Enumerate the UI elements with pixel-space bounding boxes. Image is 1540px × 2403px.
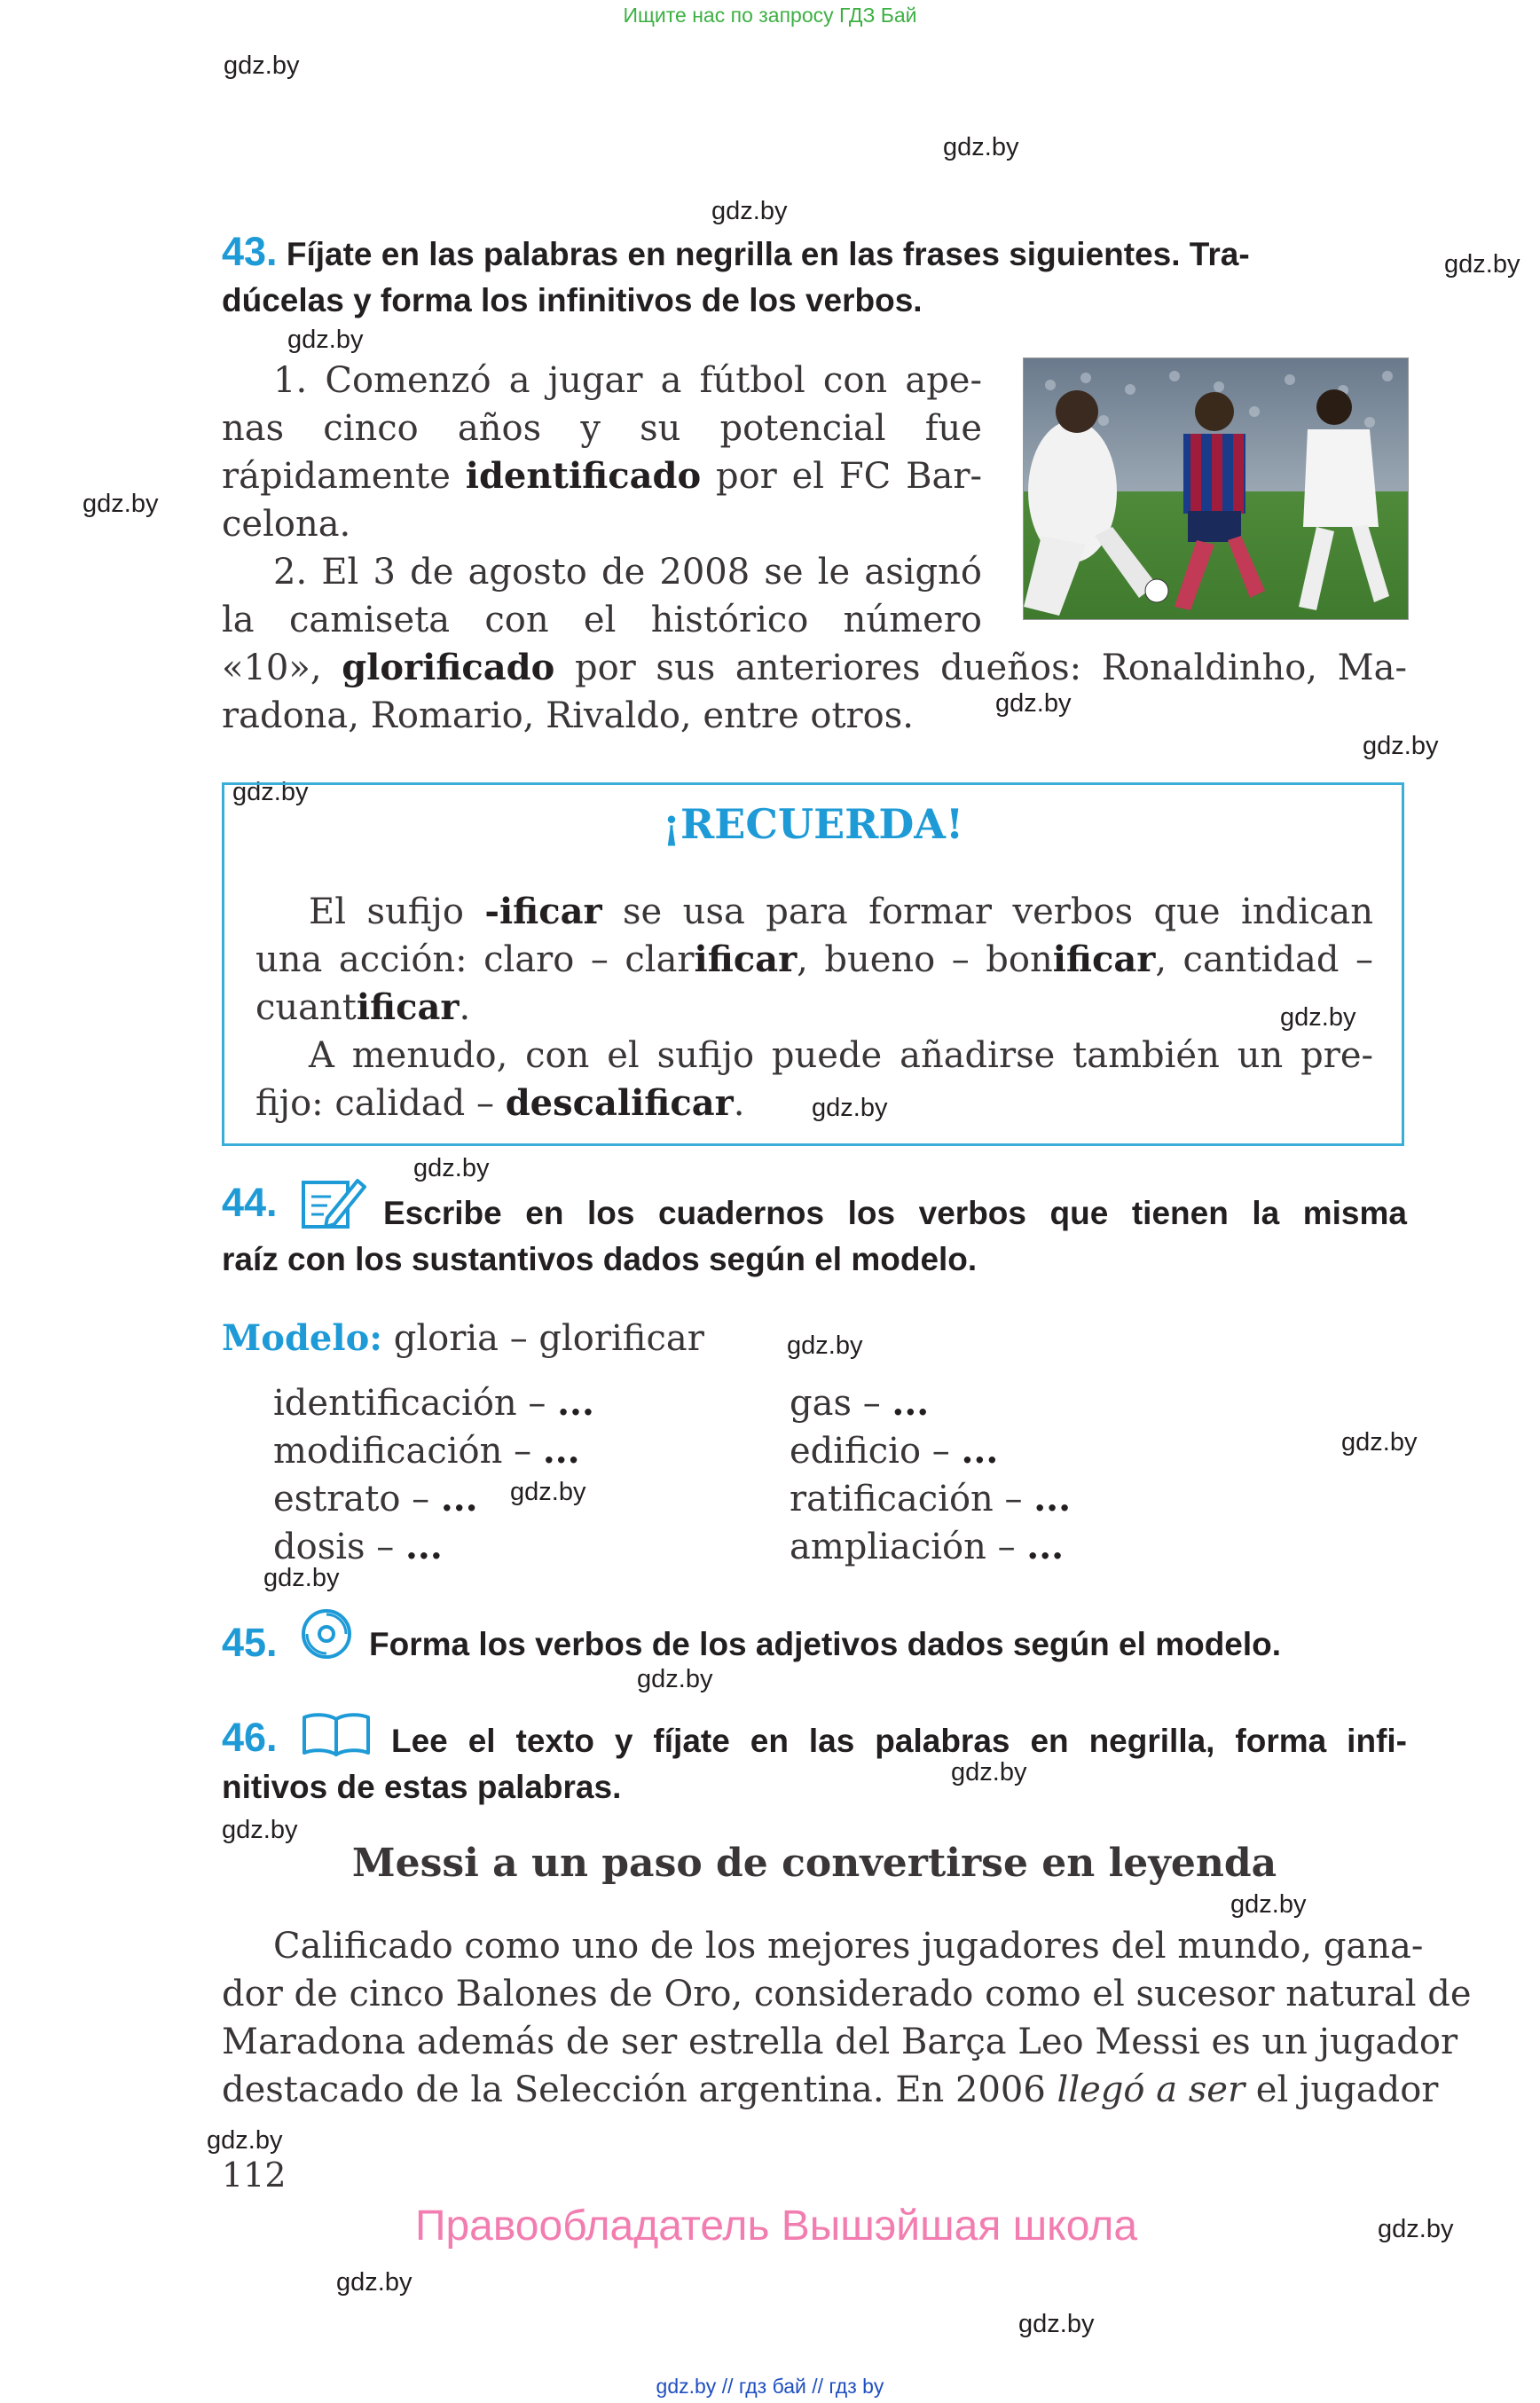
text-line: celona. bbox=[222, 504, 351, 545]
sentence-2-continued bbox=[222, 644, 1407, 740]
bold-word: -ificar bbox=[484, 891, 602, 932]
model-line bbox=[222, 1315, 704, 1362]
watermark: gdz.by bbox=[510, 1478, 586, 1506]
model-label: Modelo: bbox=[222, 1317, 383, 1359]
watermark: gdz.by bbox=[207, 2126, 283, 2155]
watermark: gdz.by bbox=[812, 1094, 888, 1122]
watermark: gdz.by bbox=[1363, 732, 1439, 760]
list-item: ratificación – ... bbox=[790, 1478, 1072, 1520]
watermark: gdz.by bbox=[232, 778, 309, 806]
list-item: modificación – ... bbox=[273, 1430, 580, 1472]
football-players-image bbox=[1024, 358, 1408, 619]
text-line: «10», glorificado por sus anteriores dueños: Ronaldinho, Ma- bbox=[222, 647, 1407, 688]
watermark: gdz.by bbox=[287, 326, 364, 354]
top-banner[interactable]: Ищите нас по запросу ГДЗ Бай bbox=[623, 4, 917, 27]
text-line: radona, Romario, Rivaldo, entre otros. bbox=[222, 695, 914, 736]
text-line: dor de cinco Balones de Oro, considerado como el sucesor natural de bbox=[222, 1974, 1472, 2014]
watermark: gdz.by bbox=[1341, 1428, 1418, 1457]
exercise-instruction: Escribe en los cuadernos los verbos que tienen la misma bbox=[383, 1195, 1407, 1231]
watermark: gdz.by bbox=[263, 1564, 340, 1592]
text-line: destacado de la Selección argentina. En 2006 llegó a ser el jugador bbox=[222, 2069, 1439, 2110]
watermark: gdz.by bbox=[787, 1331, 863, 1360]
text-line: la camiseta con el histórico número bbox=[222, 600, 982, 640]
exercise-43 bbox=[222, 229, 1410, 324]
exercise-instruction: dúcelas y forma los infinitivos de los verbos. bbox=[222, 282, 923, 318]
article-text bbox=[222, 1922, 1472, 2114]
exercise-instruction: raíz con los sustantivos dados según el modelo. bbox=[222, 1241, 978, 1277]
bold-word: ificar bbox=[1052, 938, 1156, 980]
bold-word: descal bbox=[505, 1082, 632, 1124]
text-line: rápidamente identificado por el FC Bar- bbox=[222, 455, 982, 497]
watermark: gdz.by bbox=[951, 1758, 1027, 1787]
list-item: identificación – ... bbox=[273, 1382, 594, 1424]
exercise-45-number: 45. bbox=[222, 1620, 278, 1665]
text-line: cuantificar. bbox=[255, 986, 471, 1028]
cd-disc-icon bbox=[300, 1607, 353, 1664]
text-line: una acción: claro – clarificar, bueno – bonificar, cantidad – bbox=[255, 938, 1373, 980]
watermark: gdz.by bbox=[1230, 1890, 1307, 1919]
copyright-notice: Правообладатель Вышэйшая школа bbox=[414, 2203, 1138, 2250]
footer-links[interactable]: gdz.by // гдз бай // гдз by bbox=[656, 2375, 884, 2398]
text-line: A menudo, con el sufijo puede añadirse también un pre- bbox=[309, 1035, 1373, 1076]
exercise-44-number: 44. bbox=[222, 1180, 278, 1225]
model-text: gloria – glorificar bbox=[382, 1318, 704, 1359]
watermark: gdz.by bbox=[1444, 250, 1520, 279]
word-list-right bbox=[790, 1379, 1071, 1571]
list-item: ampliación – ... bbox=[790, 1526, 1065, 1567]
watermark: gdz.by bbox=[711, 197, 788, 225]
watermark: gdz.by bbox=[1280, 1003, 1356, 1032]
bold-word: ificar bbox=[356, 986, 460, 1028]
exercise-instruction: Forma los verbos de los adjetivos dados según el modelo. bbox=[369, 1626, 1282, 1662]
text-line: El sufijo -ificar se usa para formar verbos que indican bbox=[309, 891, 1373, 932]
open-book-icon bbox=[301, 1710, 372, 1762]
watermark: gdz.by bbox=[413, 1154, 490, 1182]
exercise-46-number: 46. bbox=[222, 1715, 278, 1760]
text-line: Calificado como uno de los mejores jugadores del mundo, gana- bbox=[273, 1926, 1424, 1967]
text-line: nas cinco años y su potencial fue bbox=[222, 408, 982, 449]
exercise-instruction: Lee el texto y fíjate en las palabras en negrilla, forma infi- bbox=[391, 1723, 1407, 1759]
text-line: 1. Comenzó a jugar a fútbol con ape- bbox=[273, 360, 982, 401]
notebook-pencil-icon bbox=[301, 1175, 368, 1234]
watermark: gdz.by bbox=[1378, 2215, 1454, 2243]
exercise-number: 43. bbox=[222, 229, 278, 274]
article-title: Messi a un paso de convertirse en leyenda bbox=[351, 1841, 1277, 1886]
recuerda-text bbox=[255, 888, 1373, 1127]
watermark: gdz.by bbox=[336, 2268, 412, 2297]
recuerda-title: ¡RECUERDA! bbox=[662, 800, 964, 848]
watermark: gdz.by bbox=[943, 133, 1019, 161]
bold-word: ificar bbox=[694, 938, 798, 980]
watermark: gdz.by bbox=[224, 51, 300, 80]
text-line: Maradona además de ser estrella del Barça Leo Messi es un jugador bbox=[222, 2022, 1458, 2062]
list-item: dosis – ... bbox=[273, 1526, 443, 1567]
text-line: fijo: calidad – descalificar. bbox=[255, 1082, 745, 1124]
sentence-1 bbox=[222, 357, 982, 644]
exercise-instruction: nitivos de estas palabras. bbox=[222, 1769, 622, 1805]
page-number: 112 bbox=[222, 2156, 287, 2195]
bold-word: glorificado bbox=[342, 647, 555, 688]
watermark: gdz.by bbox=[222, 1816, 298, 1844]
bold-word: identificado bbox=[465, 455, 702, 497]
list-item: gas – ... bbox=[790, 1382, 930, 1424]
watermark: gdz.by bbox=[637, 1665, 713, 1693]
list-item: estrato – ... bbox=[273, 1478, 478, 1520]
watermark: gdz.by bbox=[1018, 2310, 1095, 2338]
list-item: edificio – ... bbox=[790, 1430, 999, 1472]
watermark: gdz.by bbox=[995, 689, 1072, 718]
italic-phrase: llegó a ser bbox=[1057, 2069, 1245, 2110]
text-line: 2. El 3 de agosto de 2008 se le asignó bbox=[273, 552, 982, 593]
watermark: gdz.by bbox=[82, 490, 159, 518]
word-list-left bbox=[273, 1379, 594, 1571]
exercise-instruction: Fíjate en las palabras en negrilla en las frases siguientes. Tra- bbox=[286, 236, 1250, 272]
bold-word: ificar bbox=[631, 1082, 734, 1124]
football-photo bbox=[1023, 357, 1409, 620]
